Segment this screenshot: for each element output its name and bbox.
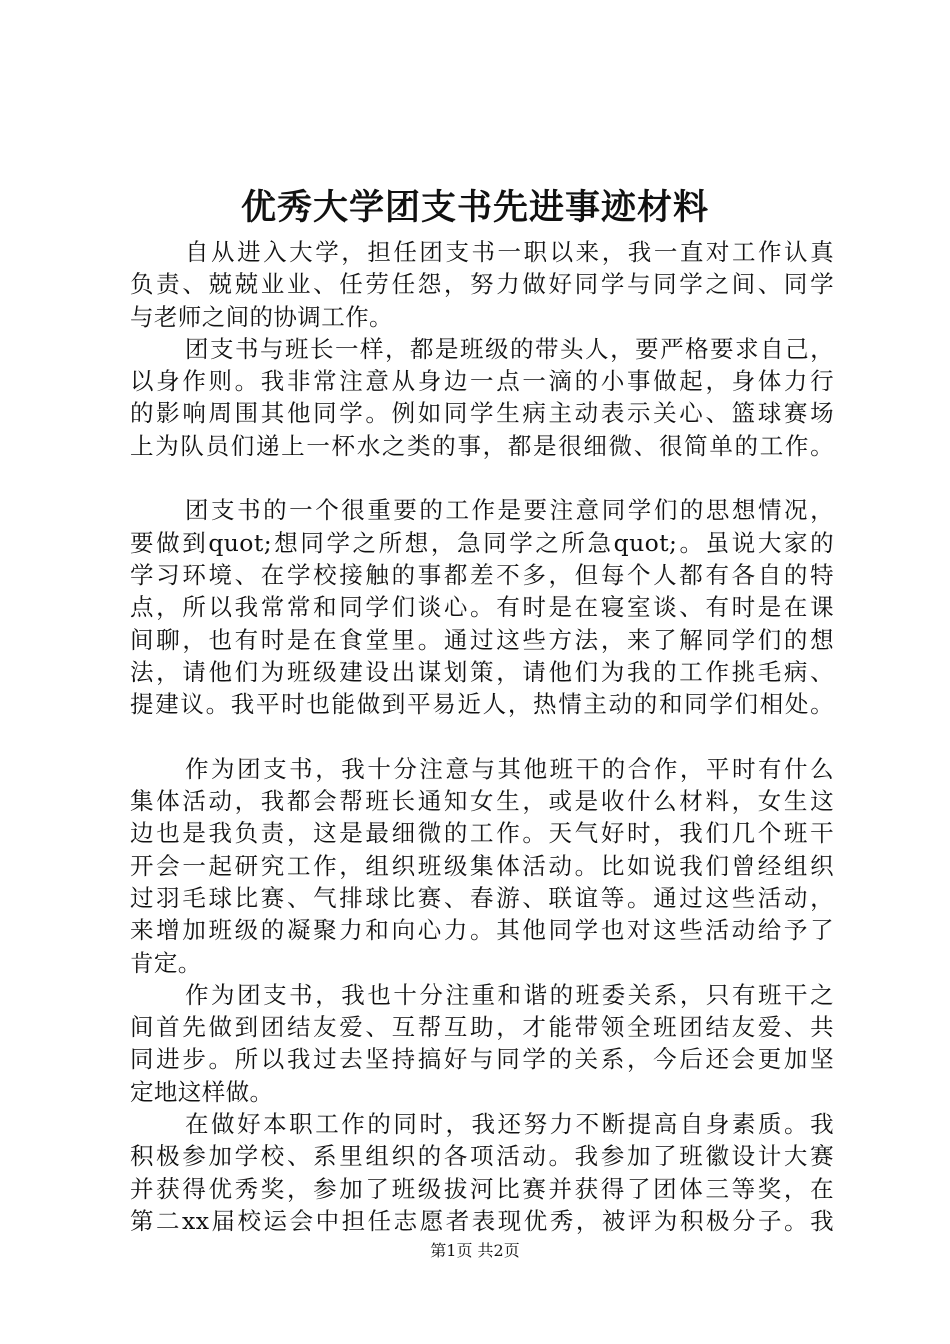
text-line: 法，请他们为班级建设出谋划策，请他们为我的工作挑毛病、 [130, 657, 834, 686]
paragraph [130, 753, 834, 979]
text-line: 点，所以我常常和同学们谈心。有时是在寝室谈、有时是在课 [130, 593, 834, 622]
text-line: 作为团支书，我十分注意与其他班干的合作，平时有什么 [185, 754, 834, 783]
text-line: 积极参加学校、系里组织的各项活动。我参加了班徽设计大赛 [130, 1142, 834, 1171]
text-line: 与老师之间的协调工作。 [130, 302, 393, 331]
text-line: 团支书的一个很重要的工作是要注意同学们的思想情况， [185, 496, 834, 525]
text-line: 间首先做到团结友爱、互帮互助，才能带领全班团结友爱、共 [130, 1013, 834, 1042]
text-line: 并获得优秀奖，参加了班级拔河比赛并获得了团体三等奖，在 [130, 1174, 834, 1203]
text-line: 过羽毛球比赛、气排球比赛、春游、联谊等。通过这些活动， [130, 883, 834, 912]
text-line: 在做好本职工作的同时，我还努力不断提高自身素质。我 [185, 1110, 834, 1139]
text-line: 定地这样做。 [130, 1077, 274, 1106]
text-line: 开会一起研究工作，组织班级集体活动。比如说我们曾经组织 [130, 851, 834, 880]
text-line: 间聊，也有时是在食堂里。通过这些方法，来了解同学们的想 [130, 625, 834, 654]
text-line: 集体活动，我都会帮班长通知女生，或是收什么材料，女生这 [130, 787, 834, 816]
paragraph [130, 236, 834, 333]
document-title: 优秀大学团支书先进事迹材料 [240, 187, 709, 228]
paragraph-gap [130, 462, 834, 494]
text-line: 第二xx届校运会中担任志愿者表现优秀，被评为积极分子。我 [130, 1206, 834, 1235]
text-line: 同进步。所以我过去坚持搞好与同学的关系，今后还会更加坚 [130, 1045, 834, 1074]
text-line: 团支书与班长一样，都是班级的带头人，要严格要求自己， [185, 334, 834, 363]
text-line: 来增加班级的凝聚力和向心力。其他同学也对这些活动给予了 [130, 916, 834, 945]
text-line: 作为团支书，我也十分注重和谐的班委关系，只有班干之 [185, 980, 834, 1009]
text-line: 自从进入大学，担任团支书一职以来，我一直对工作认真 [185, 238, 834, 266]
text-line: 以身作则。我非常注意从身边一点一滴的小事做起，身体力行 [130, 367, 834, 396]
paragraph [130, 333, 834, 462]
document-body [130, 236, 834, 1237]
page-number-footer: 第1页 共2页 [430, 1241, 520, 1260]
text-line: 负责、兢兢业业、任劳任怨，努力做好同学与同学之间、同学 [130, 270, 834, 299]
text-line: 学习环境、在学校接触的事都差不多，但每个人都有各自的特 [130, 560, 834, 589]
text-line: 肯定。 [130, 948, 202, 977]
paragraph [130, 1108, 834, 1237]
text-line: 要做到quot;想同学之所想，急同学之所急quot;。虽说大家的 [130, 528, 834, 557]
paragraph [130, 494, 834, 720]
paragraph-gap [130, 720, 834, 752]
text-line: 边也是我负责，这是最细微的工作。天气好时，我们几个班干 [130, 819, 834, 848]
text-line: 上为队员们递上一杯水之类的事，都是很细微、很简单的工作。 [130, 431, 834, 460]
text-line: 的影响周围其他同学。例如同学生病主动表示关心、篮球赛场 [130, 399, 834, 428]
paragraph [130, 979, 834, 1108]
text-line: 提建议。我平时也能做到平易近人，热情主动的和同学们相处。 [130, 690, 834, 719]
